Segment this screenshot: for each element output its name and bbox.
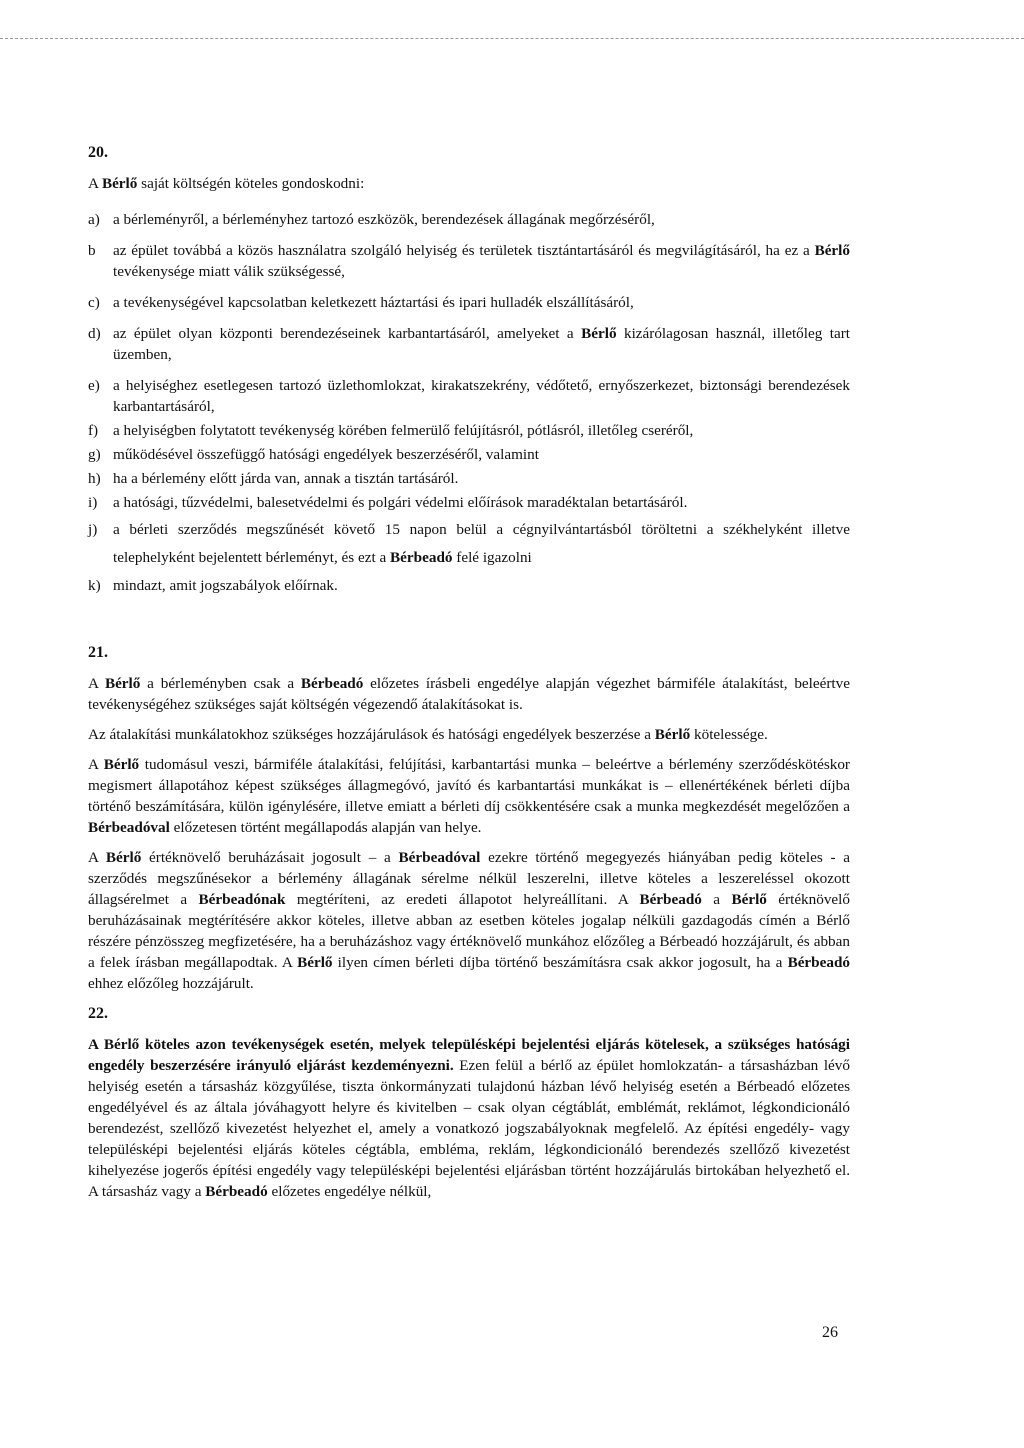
- list-item-g: [88, 444, 850, 465]
- list-item-h: [88, 468, 850, 489]
- list-item-text: működésével összefüggő hatósági engedélyek beszerzéséről, valamint: [113, 446, 539, 463]
- list-marker: i): [88, 494, 98, 511]
- list-marker: g): [88, 446, 101, 463]
- list-item-text: mindazt, amit jogszabályok előírnak.: [113, 577, 338, 594]
- list-item-text: a helyiséghez esetlegesen tartozó üzlethomlokzat, kirakatszekrény, védőtető, ernyőszerkezet, biztonsági berendezések karbantartásáról,: [113, 377, 850, 415]
- list-item-k: [88, 575, 850, 596]
- list-marker: a): [88, 211, 100, 228]
- list-item-text: a tevékenységével kapcsolatban keletkezett háztartási és ipari hulladék elszállításáról,: [113, 294, 634, 311]
- section-21-paragraph-3: A Bérlő tudomásul veszi, bármiféle átalakítási, felújítási, karbantartási munka – beleértve a bérlemény szerződéskötéskor megismert állapotához képest szükséges állagmegóvó, javító és karbantartási munkákat is – ellenértékének bérleti díjba történő beszámítására, külön igénylésére, illetve emiatt a bérleti díj csökkentésére csak a munka megkezdését megelőzően a Bérbeadóval előzetesen történt megállapodás alapján van helye.: [88, 756, 850, 836]
- list-item-c: [88, 292, 850, 313]
- list-item-text: az épület továbbá a közös használatra szolgáló helyiség és területek tisztántartásáról és megvilágításáról, ha ez a Bérlő tevékenysége miatt válik szükségessé,: [113, 242, 850, 280]
- list-item-j: [88, 516, 850, 572]
- section-21-number: 21.: [88, 644, 108, 661]
- list-item-a: [88, 209, 850, 230]
- section-21-paragraph-4: A Bérlő értéknövelő beruházásait jogosult – a Bérbeadóval ezekre történő megegyezés hiányában pedig köteles - a szerződés megszűnésekor a bérlemény állagának sérelme nélkül leszerelni, illetve köteles a leszereléssel okozott állagsérelmet a Bérbeadónak megtéríteni, az eredeti állapotot helyreállítani. A Bérbeadó a Bérlő értéknövelő beruházásainak megtérítésére akkor köteles, illetve abban az esetben köteles jogalap nélküli gazdagodás címén a Bérlő részére pénzösszeg megfizetésére, ha a beruházáshoz vagy értéknövelő munkához előzőleg a Bérbeadó hozzájárult, és abban a felek írásban megállapodtak. A Bérlő ilyen címen bérleti díjba történő beszámításra csak akkor jogosult, ha a Bérbeadó ehhez előzőleg hozzájárult.: [88, 849, 850, 992]
- list-marker: j): [88, 521, 98, 538]
- list-marker: b: [88, 242, 96, 259]
- list-item-d: [88, 323, 850, 365]
- list-item-f: [88, 420, 850, 441]
- list-item-text: az épület olyan központi berendezéseinek karbantartásáról, amelyeket a Bérlő kizárólagosan használ, illetőleg tart üzemben,: [113, 325, 850, 363]
- list-marker: d): [88, 325, 101, 342]
- list-item-text: a bérleményről, a bérleményhez tartozó eszközök, berendezések állagának megőrzéséről,: [113, 211, 655, 228]
- document-page: [88, 142, 850, 1211]
- list-marker: e): [88, 377, 100, 394]
- section-22-number: 22.: [88, 1005, 108, 1022]
- page-number: 26: [822, 1324, 838, 1341]
- list-item-i: [88, 492, 850, 513]
- list-marker: f): [88, 422, 99, 439]
- list-item-b: [88, 240, 850, 282]
- list-item-text: a hatósági, tűzvédelmi, balesetvédelmi és polgári védelmi előírások maradéktalan betartásáról.: [113, 494, 688, 511]
- section-21-paragraph-1: A Bérlő a bérleményben csak a Bérbeadó előzetes írásbeli engedélye alapján végezhet bármiféle átalakítást, beleértve tevékenységéhez szükséges saját költségén végezendő átalakításokat is.: [88, 675, 850, 713]
- section-21-paragraph-2: Az átalakítási munkálatokhoz szükséges hozzájárulások és hatósági engedélyek beszerzése a Bérlő kötelessége.: [88, 726, 768, 743]
- list-item-e: [88, 375, 850, 417]
- list-marker: h): [88, 470, 101, 487]
- list-item-text: a helyiségben folytatott tevékenység körében felmerülő felújításról, pótlásról, illetőleg cseréről,: [113, 422, 694, 439]
- section-22-paragraph: A Bérlő köteles azon tevékenységek esetén, melyek településképi bejelentési eljárás kötelesek, a szükséges hatósági engedély beszerzésére irányuló eljárást kezdeményezni. Ezen felül a bérlő az épület homlokzatán- a társasházban lévő helyiség esetén a társasház közgyűlése, tiszta önkormányzati tulajdonú házban lévő helyiség esetén a Bérbeadó előzetes engedélyével és az általa jóváhagyott helyre és kivitelben – csak olyan cégtáblát, emblémát, reklámot, légkondicionáló berendezést, szellőző kivezetést helyezhet el, amely a vonatkozó jogszabályoknak megfelelő. Az építési engedély- vagy településképi bejelentési eljárás köteles cégtábla, embléma, reklám, légkondicionáló berendezés szellőző kivezetést kihelyezése jogerős építési engedély vagy településképi bejelentési eljárásban történt hozzájárulás birtokában helyezhető el. A társasház vagy a Bérbeadó előzetes engedélye nélkül,: [88, 1036, 850, 1200]
- list-item-text: ha a bérlemény előtt járda van, annak a tisztán tartásáról.: [113, 470, 459, 487]
- section-20-intro: A Bérlő saját költségén köteles gondoskodni:: [88, 175, 365, 192]
- section-20-list: [88, 209, 850, 596]
- list-marker: c): [88, 294, 100, 311]
- list-item-text: a bérleti szerződés megszűnését követő 15 napon belül a cégnyilvántartásból töröltetni a székhelyként illetve telephelyként bejelentett bérleményt, és ezt a Bérbeadó felé igazolni: [113, 521, 850, 566]
- section-20-number: 20.: [88, 144, 108, 161]
- scan-border-line: [0, 38, 1024, 39]
- list-marker: k): [88, 577, 101, 594]
